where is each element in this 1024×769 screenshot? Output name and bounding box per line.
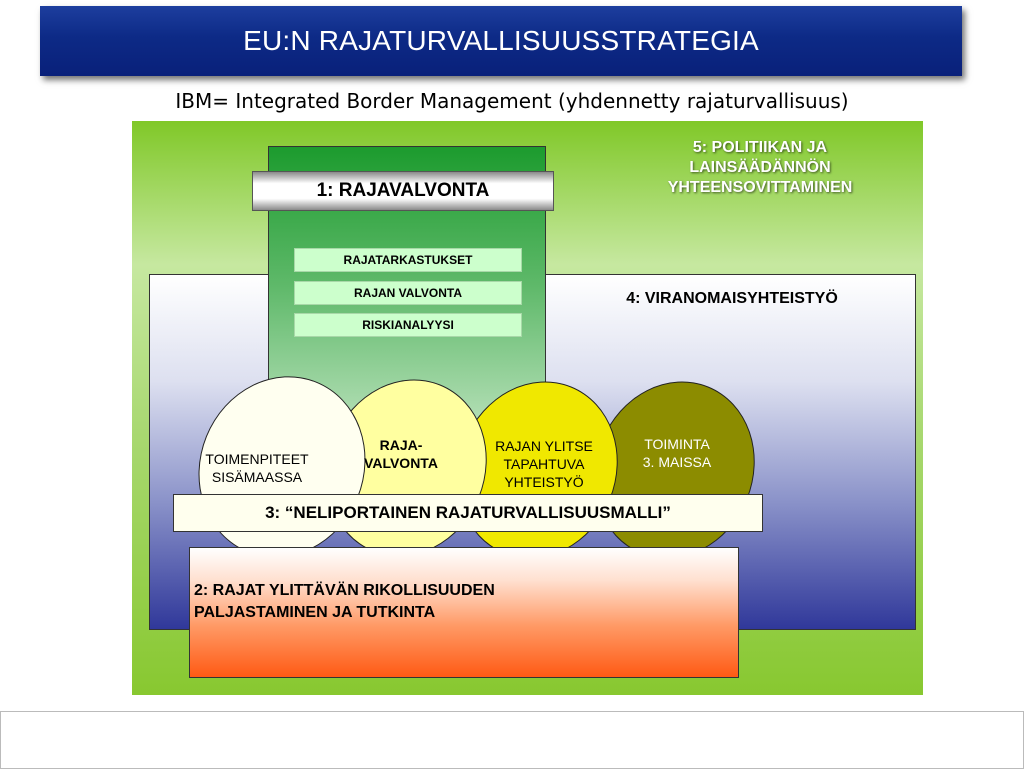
oval-label-line: TOIMINTA — [644, 436, 710, 452]
notes-strip — [0, 711, 1024, 769]
rikollisuus-label — [194, 580, 734, 624]
rikollisuus-line-2: PALJASTAMINEN JA TUTKINTA — [194, 604, 436, 621]
pillar-item-rajan-valvonta: RAJAN VALVONTA — [294, 281, 522, 305]
subtitle: IBM= Integrated Border Management (yhdennetty rajaturvallisuus) — [175, 89, 849, 113]
oval-label-line: TAPAHTUVA — [503, 456, 585, 472]
oval-label-toiminta — [617, 435, 737, 471]
oval-label-line: 3. MAISSA — [642, 454, 712, 470]
page-title: EU:N RAJATURVALLISUUSSTRATEGIA — [243, 25, 759, 56]
rikollisuus-line-1: 2: RAJAT YLITTÄVÄN RIKOLLISUUDEN — [194, 582, 495, 599]
politiikka-line-2: LAINSÄÄDÄNNÖN — [689, 159, 831, 176]
oval-label-rajavalvonta — [346, 436, 456, 472]
title-bar — [40, 6, 962, 76]
pillar-item-riskianalyysi: RISKIANALYYSI — [294, 313, 522, 337]
rikollisuus-panel — [189, 547, 739, 678]
neliporras-label: 3: “NELIPORTAINEN RAJATURVALLISUUSMALLI” — [173, 494, 763, 532]
oval-label-line: TOIMENPITEET — [205, 451, 309, 467]
oval-label-line: RAJAN YLITSE — [495, 438, 593, 454]
rajavalvonta-label: 1: RAJAVALVONTA — [252, 171, 554, 211]
oval-label-line: SISÄMAASSA — [211, 469, 303, 485]
oval-label-toimenpiteet — [197, 450, 317, 486]
oval-label-line: YHTEISTYÖ — [504, 474, 584, 490]
politiikka-label — [612, 138, 908, 198]
oval-label-rajan-ylitse — [474, 437, 614, 491]
politiikka-line-3: YHTEENSOVITTAMINEN — [667, 179, 853, 196]
oval-label-line: VALVONTA — [364, 455, 438, 471]
pillar-item-rajatarkastukset: RAJATARKASTUKSET — [294, 248, 522, 272]
oval-label-line: RAJA- — [379, 437, 423, 453]
politiikka-line-1: 5: POLITIIKAN JA — [692, 139, 828, 156]
viranomais-label: 4: VIRANOMAISYHTEISTYÖ — [626, 290, 838, 307]
